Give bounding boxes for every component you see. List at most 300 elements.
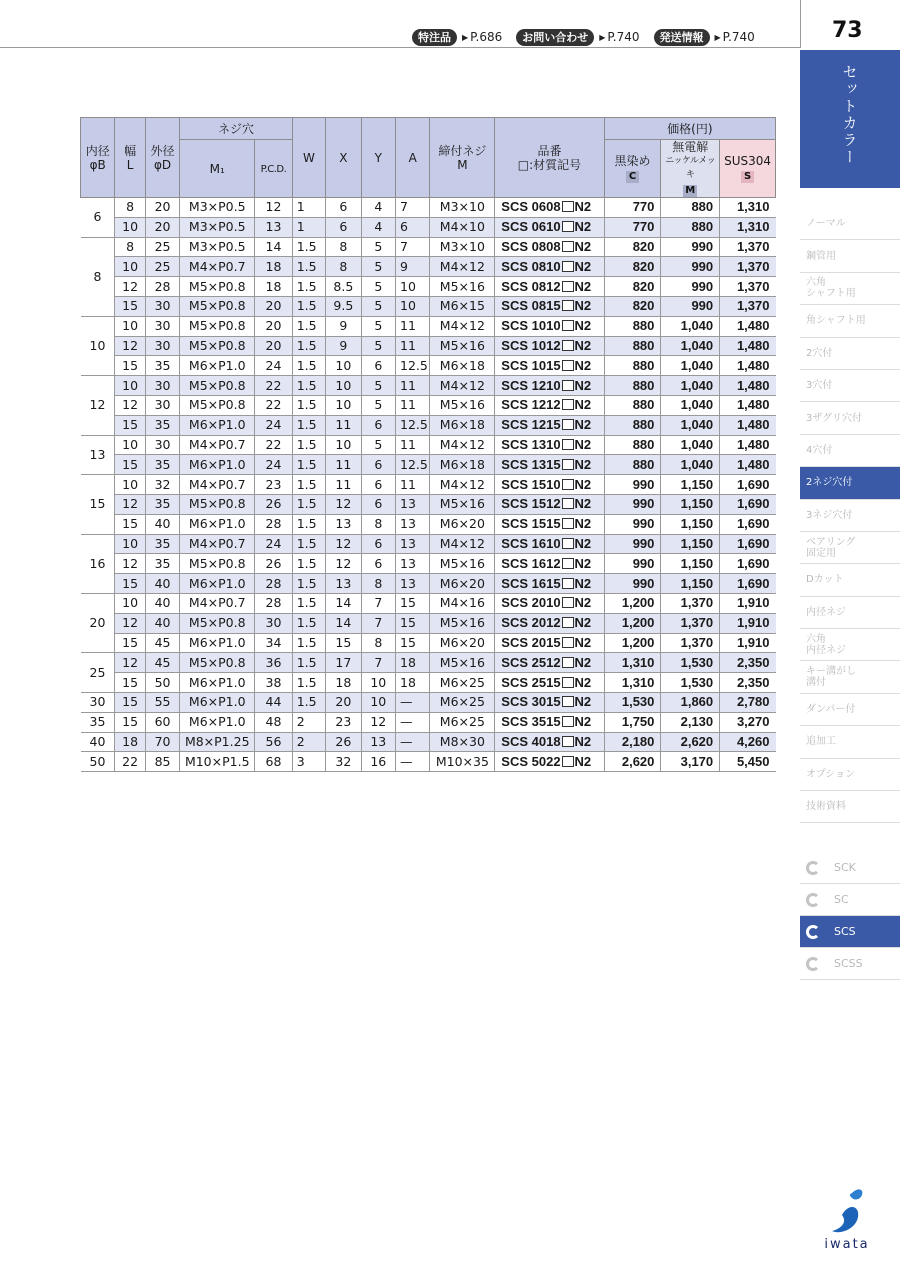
cell-price-c: 880 — [604, 435, 661, 455]
cell-m1: M4×P0.7 — [180, 257, 255, 277]
part-no-prefix: SCS 3515 — [501, 714, 561, 730]
cell-inner-dia: 8 — [81, 237, 115, 316]
cell-price-m: 990 — [661, 296, 720, 316]
cell-m1: M6×P1.0 — [180, 415, 255, 435]
cell-clamp-screw: M4×12 — [430, 316, 495, 336]
cell-m1: M5×P0.8 — [180, 554, 255, 574]
table-row — [81, 435, 776, 455]
cell-outer-dia: 45 — [145, 653, 179, 673]
cell-width: 15 — [115, 455, 145, 475]
cell-price-c: 820 — [604, 277, 661, 297]
part-no-suffix: N2 — [574, 238, 592, 254]
material-box-icon — [562, 538, 574, 549]
hdr-mat-s-label: SUS304 — [724, 154, 772, 168]
cell-a: 13 — [396, 574, 430, 594]
cell-pcd: 18 — [255, 277, 292, 297]
side-nav-item[interactable]: ノーマル — [800, 208, 900, 240]
cell-clamp-screw: M6×18 — [430, 356, 495, 376]
cell-a: 13 — [396, 554, 430, 574]
series-nav-item[interactable] — [800, 948, 900, 980]
cell-width: 15 — [115, 633, 145, 653]
cell-price-s: 5,450 — [720, 752, 776, 772]
material-box-icon — [562, 736, 574, 747]
cell-clamp-screw: M5×16 — [430, 336, 495, 356]
cell-y: 7 — [361, 593, 395, 613]
cell-price-m: 3,170 — [661, 752, 720, 772]
cell-price-c: 820 — [604, 237, 661, 257]
part-no-suffix: N2 — [574, 318, 592, 334]
cell-x: 8 — [326, 237, 361, 257]
cell-price-m: 1,040 — [661, 356, 720, 376]
cell-a: 13 — [396, 514, 430, 534]
part-no-suffix: N2 — [574, 278, 592, 294]
side-nav-item[interactable]: 4穴付 — [800, 435, 900, 467]
cell-price-m: 1,150 — [661, 494, 720, 514]
series-ring-icon — [806, 861, 820, 875]
cell-inner-dia: 20 — [81, 593, 115, 652]
cell-width: 15 — [115, 673, 145, 693]
cell-price-c: 1,310 — [604, 653, 661, 673]
cell-m1: M4×P0.7 — [180, 435, 255, 455]
material-box-icon — [562, 241, 574, 252]
header-divider — [800, 0, 801, 48]
cell-w: 1.5 — [292, 613, 325, 633]
hdr-outer-dia: 外径 φD — [145, 118, 179, 198]
hdr-a: A — [396, 118, 430, 198]
cell-part-no — [495, 277, 604, 297]
cell-a: 15 — [396, 633, 430, 653]
cell-price-c: 1,750 — [604, 712, 661, 732]
cell-w: 1.5 — [292, 356, 325, 376]
cell-m1: M5×P0.8 — [180, 395, 255, 415]
cell-y: 4 — [361, 217, 395, 237]
cell-a: — — [396, 712, 430, 732]
header-link-page: P.686 — [470, 30, 503, 44]
cell-y: 8 — [361, 514, 395, 534]
cell-price-c: 2,180 — [604, 732, 661, 752]
part-no-prefix: SCS 1015 — [501, 357, 561, 373]
side-nav-item[interactable]: ダンパー付 — [800, 694, 900, 726]
cell-w: 1.5 — [292, 415, 325, 435]
cell-y: 5 — [361, 257, 395, 277]
cell-inner-dia: 40 — [81, 732, 115, 752]
cell-price-s: 2,350 — [720, 673, 776, 693]
side-nav-item[interactable]: 内径ネジ — [800, 597, 900, 629]
cell-price-c: 990 — [604, 514, 661, 534]
part-no-prefix: SCS 1215 — [501, 417, 561, 433]
table-row — [81, 673, 776, 693]
cell-y: 5 — [361, 376, 395, 396]
cell-width: 10 — [115, 435, 145, 455]
cell-part-no — [495, 712, 604, 732]
cell-pcd: 34 — [255, 633, 292, 653]
series-nav-item[interactable] — [800, 852, 900, 884]
cell-clamp-screw: M5×16 — [430, 554, 495, 574]
cell-price-c: 880 — [604, 316, 661, 336]
cell-price-s: 1,480 — [720, 435, 776, 455]
table-row — [81, 554, 776, 574]
header-link-page: P.740 — [607, 30, 640, 44]
cell-x: 9.5 — [326, 296, 361, 316]
cell-w: 1 — [292, 217, 325, 237]
side-nav-item[interactable]: 鋼管用 — [800, 240, 900, 272]
cell-price-s: 1,370 — [720, 257, 776, 277]
cell-part-no — [495, 316, 604, 336]
cell-pcd: 22 — [255, 395, 292, 415]
cell-x: 9 — [326, 316, 361, 336]
table-row — [81, 613, 776, 633]
cell-outer-dia: 35 — [145, 554, 179, 574]
cell-y: 5 — [361, 296, 395, 316]
side-nav-item[interactable]: ベアリング 固定用 — [800, 532, 900, 564]
cell-x: 10 — [326, 356, 361, 376]
cell-m1: M5×P0.8 — [180, 316, 255, 336]
part-no-suffix: N2 — [574, 535, 592, 551]
table-row — [81, 494, 776, 514]
cell-m1: M6×P1.0 — [180, 712, 255, 732]
cell-part-no — [495, 673, 604, 693]
cell-a: 11 — [396, 395, 430, 415]
cell-price-s: 1,370 — [720, 237, 776, 257]
part-no-suffix: N2 — [574, 615, 592, 631]
table-row — [81, 475, 776, 495]
side-nav-item[interactable]: 2穴付 — [800, 338, 900, 370]
material-box-icon — [562, 360, 574, 371]
header-link-page: P.740 — [722, 30, 755, 44]
cell-price-s: 1,480 — [720, 415, 776, 435]
cell-x: 23 — [326, 712, 361, 732]
cell-outer-dia: 35 — [145, 455, 179, 475]
table-row — [81, 574, 776, 594]
cell-price-s: 1,690 — [720, 494, 776, 514]
cell-outer-dia: 28 — [145, 277, 179, 297]
part-no-prefix: SCS 1610 — [501, 535, 561, 551]
cell-w: 2 — [292, 712, 325, 732]
cell-x: 20 — [326, 692, 361, 712]
cell-outer-dia: 50 — [145, 673, 179, 693]
material-box-icon — [562, 439, 574, 450]
cell-w: 1.5 — [292, 574, 325, 594]
material-box-icon — [562, 201, 574, 212]
hdr-pcd — [255, 140, 292, 198]
cell-price-m: 880 — [661, 198, 720, 218]
material-box-icon — [562, 637, 574, 648]
cell-outer-dia: 40 — [145, 593, 179, 613]
cell-price-m: 990 — [661, 277, 720, 297]
header-link-1[interactable] — [516, 29, 639, 46]
cell-x: 8.5 — [326, 277, 361, 297]
cell-price-s: 1,690 — [720, 554, 776, 574]
cell-price-s: 3,270 — [720, 712, 776, 732]
cell-price-c: 880 — [604, 395, 661, 415]
cell-price-s: 1,480 — [720, 336, 776, 356]
cell-price-s: 1,310 — [720, 217, 776, 237]
cell-price-s: 2,350 — [720, 653, 776, 673]
cell-width: 8 — [115, 237, 145, 257]
part-no-suffix: N2 — [574, 199, 592, 215]
cell-pcd: 30 — [255, 613, 292, 633]
cell-price-c: 990 — [604, 554, 661, 574]
cell-a: — — [396, 732, 430, 752]
material-box-icon — [562, 518, 574, 529]
cell-price-m: 1,040 — [661, 415, 720, 435]
header-link-2[interactable] — [654, 29, 755, 46]
part-no-prefix: SCS 2512 — [501, 654, 561, 670]
cell-m1: M8×P1.25 — [180, 732, 255, 752]
material-box-icon — [562, 696, 574, 707]
cell-inner-dia: 25 — [81, 653, 115, 693]
side-nav-item[interactable]: 技術資料 — [800, 791, 900, 823]
cell-outer-dia: 20 — [145, 217, 179, 237]
part-no-suffix: N2 — [574, 397, 592, 413]
material-box-icon — [562, 459, 574, 470]
cell-pcd: 22 — [255, 435, 292, 455]
cell-pcd: 28 — [255, 593, 292, 613]
cell-pcd: 20 — [255, 316, 292, 336]
cell-clamp-screw: M6×20 — [430, 514, 495, 534]
cell-clamp-screw: M6×18 — [430, 455, 495, 475]
cell-x: 12 — [326, 494, 361, 514]
cell-price-c: 1,200 — [604, 593, 661, 613]
part-no-prefix: SCS 1310 — [501, 436, 561, 452]
cell-y: 5 — [361, 316, 395, 336]
cell-clamp-screw: M6×20 — [430, 633, 495, 653]
cell-a: 11 — [396, 336, 430, 356]
side-nav-item[interactable]: キー溝がし 溝付 — [800, 661, 900, 693]
header-links — [412, 27, 769, 47]
table-row — [81, 257, 776, 277]
cell-outer-dia: 35 — [145, 356, 179, 376]
cell-clamp-screw: M5×16 — [430, 277, 495, 297]
cell-price-c: 1,200 — [604, 633, 661, 653]
spec-table — [80, 117, 776, 772]
material-box-icon — [562, 677, 574, 688]
cell-part-no — [495, 475, 604, 495]
part-no-prefix: SCS 1612 — [501, 555, 561, 571]
cell-price-c: 990 — [604, 574, 661, 594]
cell-m1: M10×P1.5 — [180, 752, 255, 772]
cell-price-s: 1,480 — [720, 356, 776, 376]
material-box-icon — [562, 657, 574, 668]
cell-part-no — [495, 653, 604, 673]
cell-w: 1.5 — [292, 692, 325, 712]
cell-m1: M6×P1.0 — [180, 514, 255, 534]
cell-width: 18 — [115, 732, 145, 752]
cell-pcd: 13 — [255, 217, 292, 237]
cell-y: 13 — [361, 732, 395, 752]
cell-part-no — [495, 633, 604, 653]
cell-y: 8 — [361, 633, 395, 653]
cell-part-no — [495, 692, 604, 712]
cell-price-m: 1,860 — [661, 692, 720, 712]
cell-price-m: 1,370 — [661, 613, 720, 633]
part-no-prefix: SCS 0815 — [501, 298, 561, 314]
part-no-prefix: SCS 2012 — [501, 615, 561, 631]
cell-w: 1.5 — [292, 395, 325, 415]
material-box-icon — [562, 597, 574, 608]
cell-pcd: 24 — [255, 455, 292, 475]
table-row — [81, 514, 776, 534]
material-box-icon — [562, 320, 574, 331]
cell-w: 1.5 — [292, 257, 325, 277]
cell-price-m: 1,150 — [661, 574, 720, 594]
cell-price-m: 1,040 — [661, 336, 720, 356]
side-nav-item[interactable]: 3穴付 — [800, 370, 900, 402]
cell-outer-dia: 55 — [145, 692, 179, 712]
part-no-prefix: SCS 5022 — [501, 753, 561, 769]
side-nav-item[interactable]: 六角 シャフト用 — [800, 273, 900, 305]
cell-y: 8 — [361, 574, 395, 594]
cell-outer-dia: 70 — [145, 732, 179, 752]
hdr-mat-c — [604, 140, 661, 198]
cell-clamp-screw: M4×10 — [430, 217, 495, 237]
cell-price-m: 1,040 — [661, 395, 720, 415]
cell-y: 6 — [361, 534, 395, 554]
cell-w: 1.5 — [292, 277, 325, 297]
header-link-0[interactable] — [412, 29, 502, 46]
cell-outer-dia: 30 — [145, 336, 179, 356]
cell-price-s: 1,480 — [720, 395, 776, 415]
table-row — [81, 534, 776, 554]
cell-a: 11 — [396, 376, 430, 396]
table-row — [81, 633, 776, 653]
cell-y: 5 — [361, 237, 395, 257]
cell-width: 8 — [115, 198, 145, 218]
cell-inner-dia: 35 — [81, 712, 115, 732]
cell-y: 6 — [361, 475, 395, 495]
cell-pcd: 56 — [255, 732, 292, 752]
cell-part-no — [495, 534, 604, 554]
series-ring-icon — [806, 893, 820, 907]
cell-width: 15 — [115, 574, 145, 594]
cell-price-s: 1,690 — [720, 574, 776, 594]
cell-part-no — [495, 593, 604, 613]
part-no-prefix: SCS 1212 — [501, 397, 561, 413]
cell-width: 12 — [115, 395, 145, 415]
material-box-icon — [562, 617, 574, 628]
cell-price-m: 990 — [661, 257, 720, 277]
table-row — [81, 653, 776, 673]
side-nav-item[interactable]: 六角 内径ネジ — [800, 629, 900, 661]
side-nav-item[interactable]: 3ザグリ穴付 — [800, 402, 900, 434]
cell-outer-dia: 40 — [145, 514, 179, 534]
cell-outer-dia: 30 — [145, 435, 179, 455]
part-no-suffix: N2 — [574, 555, 592, 571]
cell-part-no — [495, 732, 604, 752]
material-box-icon — [562, 300, 574, 311]
table-row — [81, 237, 776, 257]
cell-a: 15 — [396, 593, 430, 613]
cell-a: 10 — [396, 296, 430, 316]
header-link-badge: お問い合わせ — [516, 29, 594, 46]
part-no-suffix: N2 — [574, 496, 592, 512]
cell-inner-dia: 30 — [81, 692, 115, 712]
cell-part-no — [495, 494, 604, 514]
cell-price-c: 770 — [604, 198, 661, 218]
hdr-screw-hole: ネジ穴 — [180, 118, 292, 140]
hdr-mat-m-label: 無電解 — [672, 140, 709, 154]
cell-price-m: 1,040 — [661, 376, 720, 396]
cell-outer-dia: 35 — [145, 494, 179, 514]
cell-w: 1.5 — [292, 494, 325, 514]
side-nav-item[interactable]: 3ネジ穴付 — [800, 500, 900, 532]
cell-clamp-screw: M4×12 — [430, 376, 495, 396]
cell-m1: M6×P1.0 — [180, 455, 255, 475]
cell-clamp-screw: M5×16 — [430, 653, 495, 673]
cell-width: 12 — [115, 613, 145, 633]
cell-pcd: 24 — [255, 356, 292, 376]
part-no-suffix: N2 — [574, 298, 592, 314]
series-nav-item[interactable] — [800, 884, 900, 916]
cell-price-s: 2,780 — [720, 692, 776, 712]
part-no-suffix: N2 — [574, 694, 592, 710]
cell-part-no — [495, 395, 604, 415]
part-no-prefix: SCS 1515 — [501, 516, 561, 532]
side-nav-item[interactable]: オプション — [800, 759, 900, 791]
cell-price-c: 820 — [604, 296, 661, 316]
cell-part-no — [495, 356, 604, 376]
part-no-prefix: SCS 1512 — [501, 496, 561, 512]
cell-clamp-screw: M10×35 — [430, 752, 495, 772]
cell-a: 13 — [396, 534, 430, 554]
cell-a: — — [396, 692, 430, 712]
series-ring-icon — [806, 925, 820, 939]
cell-y: 5 — [361, 336, 395, 356]
part-no-suffix: N2 — [574, 575, 592, 591]
cell-pcd: 24 — [255, 415, 292, 435]
side-nav-item[interactable]: 2ネジ穴付 — [800, 467, 900, 499]
table-row — [81, 395, 776, 415]
cell-outer-dia: 30 — [145, 376, 179, 396]
material-box-icon — [562, 578, 574, 589]
series-nav — [800, 852, 900, 980]
category-tab[interactable] — [800, 50, 900, 188]
material-box-icon — [562, 479, 574, 490]
cell-a: 12.5 — [396, 415, 430, 435]
table-row — [81, 336, 776, 356]
cell-pcd: 28 — [255, 514, 292, 534]
part-no-suffix: N2 — [574, 436, 592, 452]
hdr-y: Y — [361, 118, 395, 198]
side-nav-item[interactable]: Dカット — [800, 564, 900, 596]
cell-w: 1.5 — [292, 237, 325, 257]
cell-price-m: 880 — [661, 217, 720, 237]
cell-price-c: 880 — [604, 376, 661, 396]
cell-m1: M5×P0.8 — [180, 613, 255, 633]
cell-price-s: 1,690 — [720, 475, 776, 495]
part-no-prefix: SCS 0808 — [501, 238, 561, 254]
cell-w: 1.5 — [292, 336, 325, 356]
cell-inner-dia: 50 — [81, 752, 115, 772]
cell-price-c: 1,530 — [604, 692, 661, 712]
cell-pcd: 28 — [255, 574, 292, 594]
cell-clamp-screw: M5×16 — [430, 494, 495, 514]
cell-a: 13 — [396, 494, 430, 514]
series-nav-item[interactable] — [800, 916, 900, 948]
cell-w: 1.5 — [292, 514, 325, 534]
hdr-price: 価格(円) — [604, 118, 775, 140]
cell-y: 5 — [361, 435, 395, 455]
cell-a: 18 — [396, 653, 430, 673]
badge-s: S — [741, 171, 754, 183]
cell-part-no — [495, 237, 604, 257]
side-nav-item[interactable]: 追加工 — [800, 726, 900, 758]
cell-w: 1.5 — [292, 554, 325, 574]
cell-price-m: 990 — [661, 237, 720, 257]
cell-pcd: 20 — [255, 336, 292, 356]
part-no-suffix: N2 — [574, 634, 592, 650]
side-nav-item[interactable]: 角シャフト用 — [800, 305, 900, 337]
